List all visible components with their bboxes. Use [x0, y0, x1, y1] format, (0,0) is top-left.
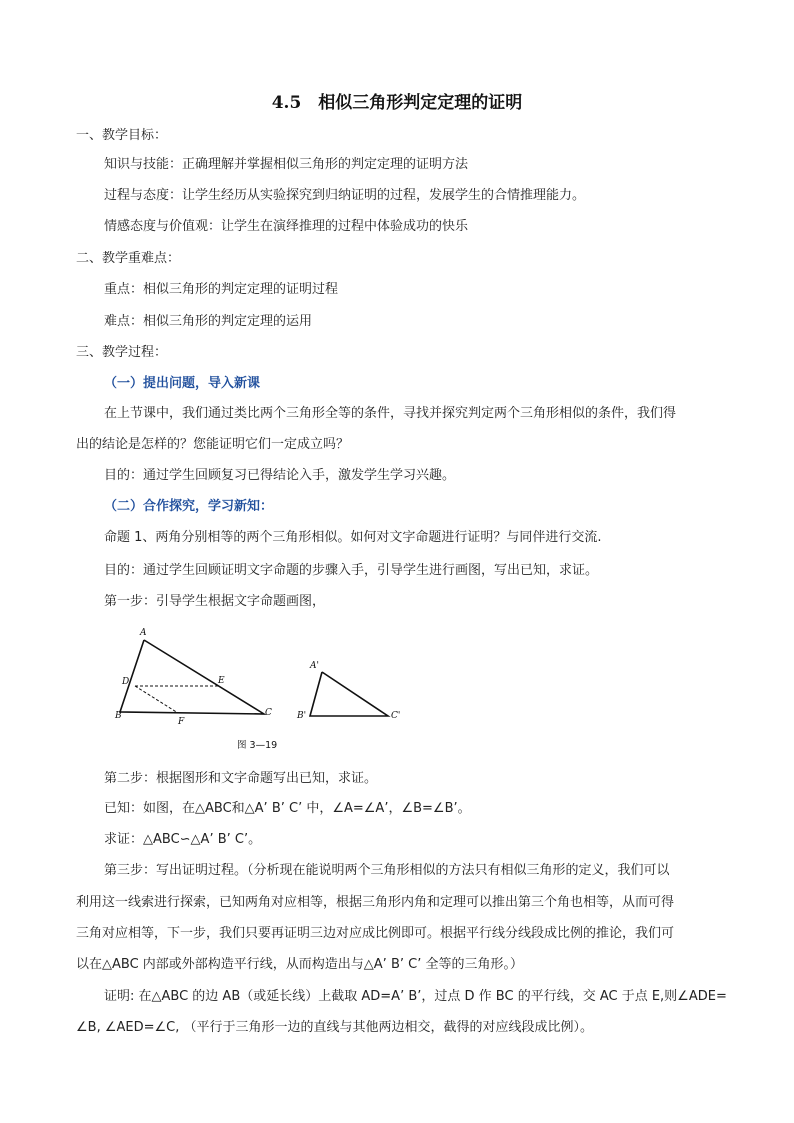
label-c-prime: C' [391, 711, 401, 721]
paragraph-line: 第一步：引导学生根据文字命题画图， [104, 594, 326, 609]
triangle-a1b1c1 [310, 672, 388, 716]
paragraph-line: 目的：通过学生回顾复习已得结论入手，激发学生学习兴趣。 [104, 468, 456, 483]
segment-df [135, 686, 178, 713]
given-statement: 已知：如图，在△ABC和△A’ B’ C’ 中，∠A=∠A’，∠B=∠B’。 [104, 801, 471, 816]
label-f: F [178, 717, 185, 727]
objective-knowledge: 知识与技能：正确理解并掌握相似三角形的判定定理的证明方法 [104, 157, 469, 172]
paragraph-line: 目的：通过学生回顾证明文字命题的步骤入手，引导学生进行画图，写出已知，求证。 [104, 563, 599, 578]
section-heading-objectives: 一、教学目标： [76, 128, 168, 143]
paragraph-line: 第三步：写出证明过程。（分析现在能说明两个三角形相似的方法只有相似三角形的定义，我们可以 [104, 863, 670, 878]
label-a-prime: A' [310, 661, 319, 671]
triangle-diagram [104, 620, 414, 760]
label-b: B [115, 711, 122, 721]
paragraph-line: 以在△ABC 内部或外部构造平行线，从而构造出与△A’ B’ C’ 全等的三角形。） [76, 957, 523, 972]
triangle-abc [120, 640, 264, 714]
label-d: D [122, 677, 130, 687]
figure-caption: 图 3—19 [237, 740, 278, 751]
figure-3-19 [104, 620, 414, 760]
objective-process: 过程与态度：让学生经历从实验探究到归纳证明的过程，发展学生的合情推理能力。 [104, 188, 586, 203]
paragraph-line: 三角对应相等，下一步，我们只要再证明三边对应成比例即可。根据平行线分线段成比例的推论，我们可 [76, 926, 675, 941]
paragraph-line: 命题 1、两角分别相等的两个三角形相似。如何对文字命题进行证明？与同伴进行交流. [104, 530, 602, 545]
proof-line: ∠B, ∠AED=∠C, （平行于三角形一边的直线与其他两边相交，截得的对应线段成比例）。 [76, 1020, 593, 1035]
key-point: 重点：相似三角形的判定定理的证明过程 [104, 282, 339, 297]
prove-statement: 求证：△ABC∽△A’ B’ C’。 [104, 832, 262, 847]
label-a: A [140, 628, 147, 638]
proof-line: 证明: 在△ABC 的边 AB（或延长线）上截取 AD=A’ B’，过点 D 作 BC 的平行线，交 AC 于点 E,则∠ADE= [104, 989, 727, 1004]
part1-title: （一）提出问题，导入新课 [104, 376, 261, 391]
part2-title: （二）合作探究，学习新知： [104, 499, 274, 514]
section-heading-key-points: 二、教学重难点： [76, 251, 181, 266]
paragraph-line: 第二步：根据图形和文字命题写出已知，求证。 [104, 771, 378, 786]
page-title: 4.5 相似三角形判定定理的证明 [271, 93, 523, 113]
paragraph-line: 出的结论是怎样的？您能证明它们一定成立吗？ [76, 437, 350, 452]
label-e: E [218, 676, 225, 686]
paragraph-line: 在上节课中，我们通过类比两个三角形全等的条件，寻找并探究判定两个三角形相似的条件，我们得 [104, 406, 677, 421]
label-b-prime: B' [297, 711, 307, 721]
section-heading-process: 三、教学过程： [76, 345, 168, 360]
paragraph-line: 利用这一线索进行探索，已知两角对应相等，根据三角形内角和定理可以推出第三个角也相等，从而可得 [76, 895, 675, 910]
label-c: C [265, 708, 272, 718]
objective-attitude: 情感态度与价值观：让学生在演绎推理的过程中体验成功的快乐 [104, 219, 469, 234]
difficult-point: 难点：相似三角形的判定定理的运用 [104, 314, 313, 329]
